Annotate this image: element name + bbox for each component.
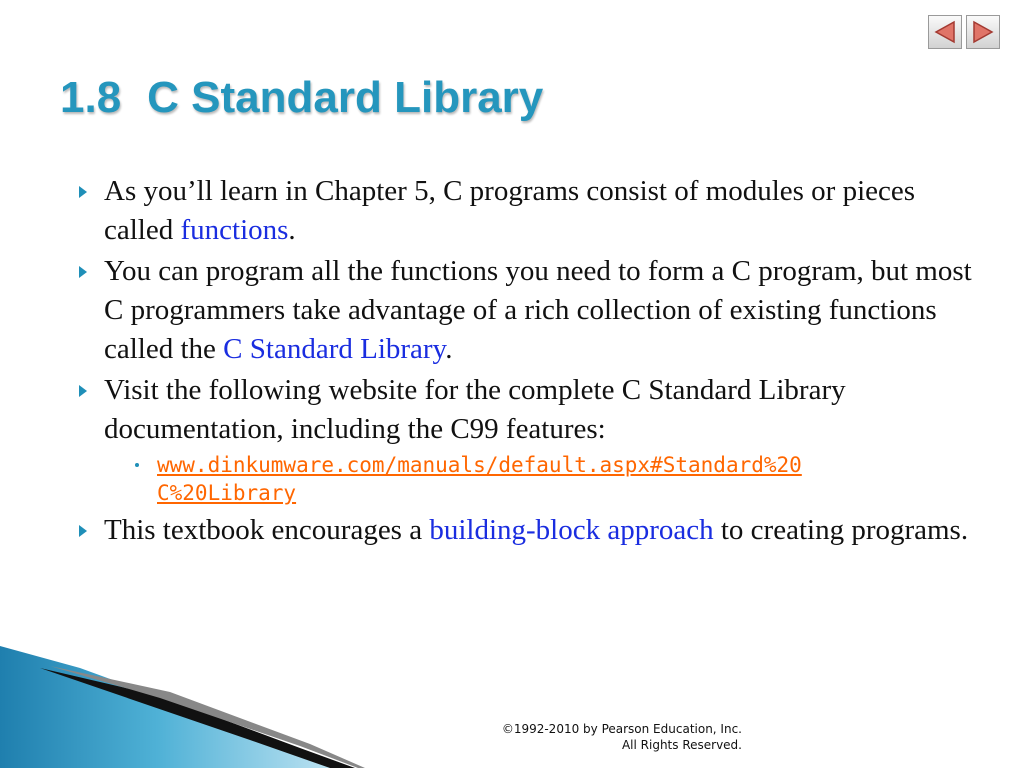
triangle-right-icon (970, 19, 996, 45)
title-text: C Standard Library (147, 73, 544, 122)
bullet-arrow-icon (79, 266, 87, 278)
highlight-term: C Standard Library (223, 333, 446, 365)
dinkumware-link[interactable]: www.dinkumware.com/manuals/default.aspx#Standard%20C%20Library (157, 453, 802, 505)
previous-slide-button[interactable] (928, 15, 962, 49)
decorative-swoosh (0, 646, 400, 768)
bullet-item: Visit the following website for the complete C Standard Library documentation, including the C99 features: www.dinkumware.com/manuals/default.aspx#Standard%20C%20Library (74, 371, 974, 507)
sub-bullet-dot-icon (135, 463, 139, 467)
copyright-line: ©1992-2010 by Pearson Education, Inc. (501, 722, 742, 736)
triangle-left-icon (932, 19, 958, 45)
bullet-list (74, 172, 974, 552)
bullet-arrow-icon (79, 385, 87, 397)
rights-line: All Rights Reserved. (621, 738, 742, 752)
highlight-term: building-block approach (429, 514, 714, 546)
bullet-arrow-icon (79, 186, 87, 198)
slide-title (60, 72, 543, 124)
sub-list-item (132, 451, 974, 507)
section-number: 1.8 (60, 73, 122, 122)
sub-list (132, 451, 974, 507)
highlight-term: functions (180, 214, 289, 246)
bullet-item: As you’ll learn in Chapter 5, C programs consist of modules or pieces called functions. (74, 172, 974, 250)
bullet-arrow-icon (79, 525, 87, 537)
bullet-item: This textbook encourages a building-block approach to creating programs. (74, 511, 974, 550)
bullet-item: You can program all the functions you need to form a C program, but most C programmers take advantage of a rich collection of existing functions called the C Standard Library. (74, 252, 974, 369)
slide-navigation (928, 15, 1000, 49)
copyright-notice (502, 721, 742, 753)
next-slide-button[interactable] (966, 15, 1000, 49)
